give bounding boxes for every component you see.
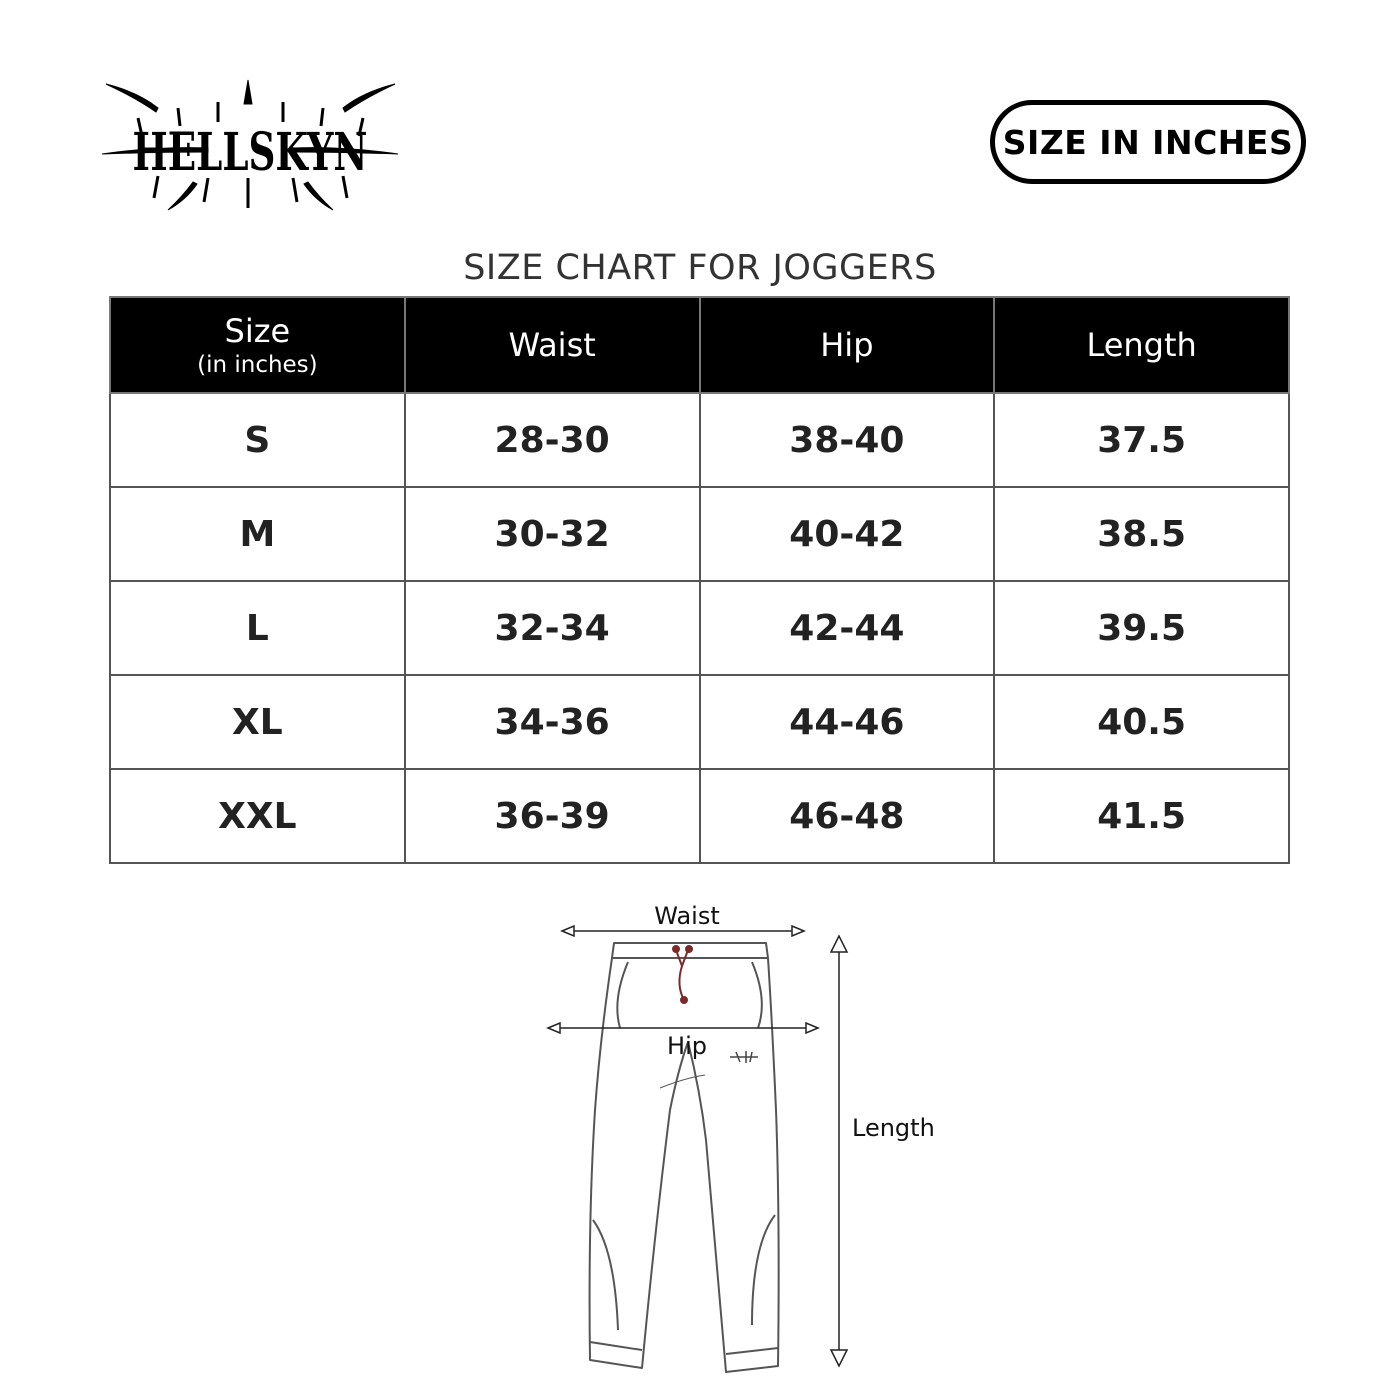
- chart-title: SIZE CHART FOR JOGGERS: [463, 248, 937, 288]
- size-in-inches-badge: [990, 100, 1306, 184]
- cell-waist: 32-34: [405, 581, 700, 675]
- table-row: [110, 581, 1289, 675]
- cell-length: 40.5: [994, 675, 1289, 769]
- cell-length: 39.5: [994, 581, 1289, 675]
- table-row: [110, 769, 1289, 863]
- brand-logo-text: HELLSKYN: [132, 122, 368, 183]
- brand-logo: [98, 78, 403, 218]
- hip-label: Hip: [667, 1032, 707, 1060]
- length-arrow: [831, 936, 847, 1366]
- cell-length: 37.5: [994, 393, 1289, 487]
- length-label: Length: [852, 1114, 935, 1142]
- cell-waist: 30-32: [405, 487, 700, 581]
- cell-hip: 40-42: [700, 487, 995, 581]
- size-chart-table: [109, 296, 1290, 864]
- cell-hip: 44-46: [700, 675, 995, 769]
- drawstring: [673, 946, 692, 1003]
- cell-waist: 36-39: [405, 769, 700, 863]
- cell-waist: 34-36: [405, 675, 700, 769]
- table-row: [110, 393, 1289, 487]
- jogger-measurement-diagram: [540, 895, 980, 1385]
- cell-hip: 38-40: [700, 393, 995, 487]
- cell-size: L: [110, 581, 405, 675]
- badge-label: SIZE IN INCHES: [1002, 122, 1294, 162]
- header-size: [110, 297, 405, 393]
- header-length: Length: [994, 297, 1289, 393]
- header-size-unit: (in inches): [197, 352, 318, 378]
- cell-hip: 42-44: [700, 581, 995, 675]
- jogger-outline: [590, 943, 779, 1372]
- cell-size: M: [110, 487, 405, 581]
- cell-length: 41.5: [994, 769, 1289, 863]
- cell-size: XL: [110, 675, 405, 769]
- header-size-label: Size: [224, 312, 291, 350]
- cell-hip: 46-48: [700, 769, 995, 863]
- table-header-row: [110, 297, 1289, 393]
- small-logo-mark: [730, 1051, 758, 1063]
- cell-length: 38.5: [994, 487, 1289, 581]
- table-row: [110, 487, 1289, 581]
- cell-size: XXL: [110, 769, 405, 863]
- cell-waist: 28-30: [405, 393, 700, 487]
- header-waist: Waist: [405, 297, 700, 393]
- waist-label: Waist: [654, 902, 720, 930]
- header-hip: Hip: [700, 297, 995, 393]
- cell-size: S: [110, 393, 405, 487]
- table-row: [110, 675, 1289, 769]
